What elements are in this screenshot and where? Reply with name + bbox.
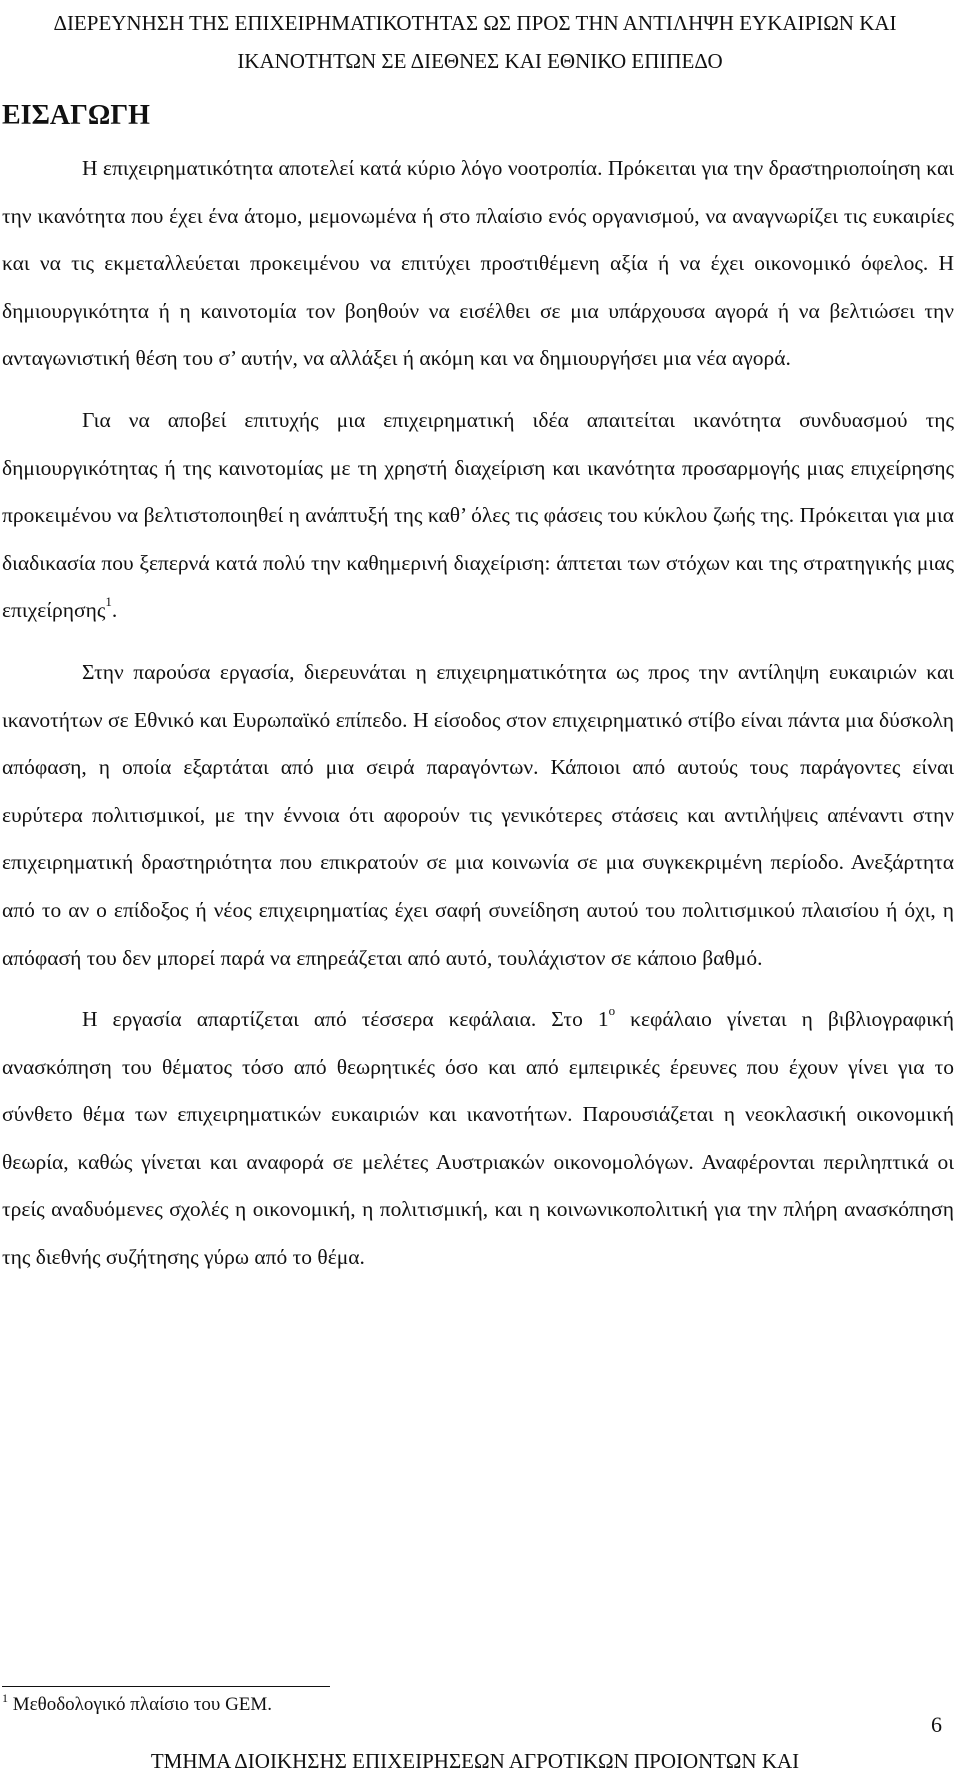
section-title: ΕΙΣΑΓΩΓΗ	[2, 100, 150, 131]
ordinal-superscript: ο	[608, 1003, 616, 1019]
running-header-line-2: ΙΚΑΝΟΤΗΤΩΝ ΣΕ ΔΙΕΘΝΕΣ ΚΑΙ ΕΘΝΙΚΟ ΕΠΙΠΕΔΟ	[237, 49, 723, 73]
footnote-marker: 1	[2, 1691, 8, 1705]
footnote-reference: 1	[105, 594, 112, 610]
paragraph-4-rest: κεφάλαιο γίνεται η βιβλιογραφική ανασκόπηση του θέματος τόσο από θεωρητικές όσο και από εμπειρικές έρευνες που έχουν γίνει για το σύνθετο θέμα των επιχειρηματικών ευκαιριών και ικανοτήτων. Παρουσιάζεται η νεοκλασική οικονομική θεωρία, καθώς γίνεται και αναφορά σε μελέτες Αυστριακών οικονομολόγων. Αναφέρονται περιληπτικά οι τρείς αναδυόμενες σχολές η οικονομική, η πολιτισμική, και η κοινωνικοπολιτική για την πλήρη ανασκόπηση της διεθνής συζήτησης γύρω από το θέμα.	[2, 1007, 954, 1270]
paragraph-2-text: Για να αποβεί επιτυχής μια επιχειρηματική ιδέα απαιτείται ικανότητα συνδυασμού της δημιουργικότητας ή της καινοτομίας με τη χρηστή διαχείριση και ικανότητα προσαρμογής μιας επιχείρησης προκειμένου να βελτιστοποιηθεί η ανάπτυξή της καθ’ όλες τις φάσεις του κύκλου ζωής της. Πρόκειται για μια διαδικασία που ξεπερνά κατά πολύ την καθημερινή διαχείριση: άπτεται των στόχων και της στρατηγικής μιας επιχείρησης	[2, 407, 954, 623]
paragraph-4	[2, 996, 954, 1282]
running-footer-line-1: ΤΜΗΜΑ ΔΙΟΙΚΗΣΗΣ ΕΠΙΧΕΙΡΗΣΕΩΝ ΑΓΡΟΤΙΚΩΝ ΠΡΟΙΟΝΤΩΝ ΚΑΙ	[150, 1749, 800, 1773]
footnote-separator	[2, 1686, 330, 1687]
paragraph-2-end: .	[111, 598, 118, 623]
paragraph-2	[2, 397, 954, 635]
paragraph-4-start: Η εργασία απαρτίζεται από τέσσερα κεφάλαια. Στο 1	[82, 1007, 609, 1032]
paragraph-3: Στην παρούσα εργασία, διερευνάται η επιχειρηματικότητα ως προς την αντίληψη ευκαιριών και ικανοτήτων σε Εθνικό και Ευρωπαϊκό επίπεδο. Η είσοδος στον επιχειρηματικό στίβο είναι πάντα μια δύσκολη απόφαση, η οποία εξαρτάται από μια σειρά παραγόντων. Κάποιοι από αυτούς τους παράγοντες είναι ευρύτερα πολιτισμικοί, με την έννοια ότι αφορούν τις γενικότερες στάσεις και αντιλήψεις απέναντι στην επιχειρηματική δραστηριότητα που επικρατούν σε μια κοινωνία σε μια συγκεκριμένη περίοδο. Ανεξάρτητα από το αν ο επίδοξος ή νέος επιχειρηματίας έχει σαφή συνείδηση αυτού του πολιτισμικού πλαισίου ή όχι, η απόφασή του δεν μπορεί παρά να επηρεάζεται από αυτό, τουλάχιστον σε κάποιο βαθμό.	[2, 659, 954, 970]
paragraph-1: Η επιχειρηματικότητα αποτελεί κατά κύριο λόγο νοοτροπία. Πρόκειται για την δραστηριοποίηση και την ικανότητα που έχει ένα άτομο, μεμονωμένα ή στο πλαίσιο ενός οργανισμού, να αναγνωρίζει τις ευκαιρίες και να τις εκμεταλλεύεται προκειμένου να επιτύχει προστιθέμενη αξία ή να έχει οικονομικό όφελος. Η δημιουργικότητα ή η καινοτομία τον βοηθούν να εισέλθει σε μια υπάρχουσα αγορά ή να βελτιώσει την ανταγωνιστική θέση του σ’ αυτήν, να αλλάξει ή ακόμη και να δημιουργήσει μια νέα αγορά.	[2, 156, 954, 371]
footnote-text: Μεθοδολογικό πλαίσιο του GEM.	[8, 1694, 273, 1715]
running-header-line-1: ΔΙΕΡΕΥΝΗΣΗ ΤΗΣ ΕΠΙΧΕΙΡΗΜΑΤΙΚΟΤΗΤΑΣ ΩΣ ΠΡΟΣ ΤΗΝ ΑΝΤΙΛΗΨΗ ΕΥΚΑΙΡΙΩΝ ΚΑΙ	[53, 11, 897, 35]
body-text	[2, 145, 954, 1282]
page-number: 6	[931, 1712, 942, 1737]
footnote	[2, 1693, 272, 1717]
